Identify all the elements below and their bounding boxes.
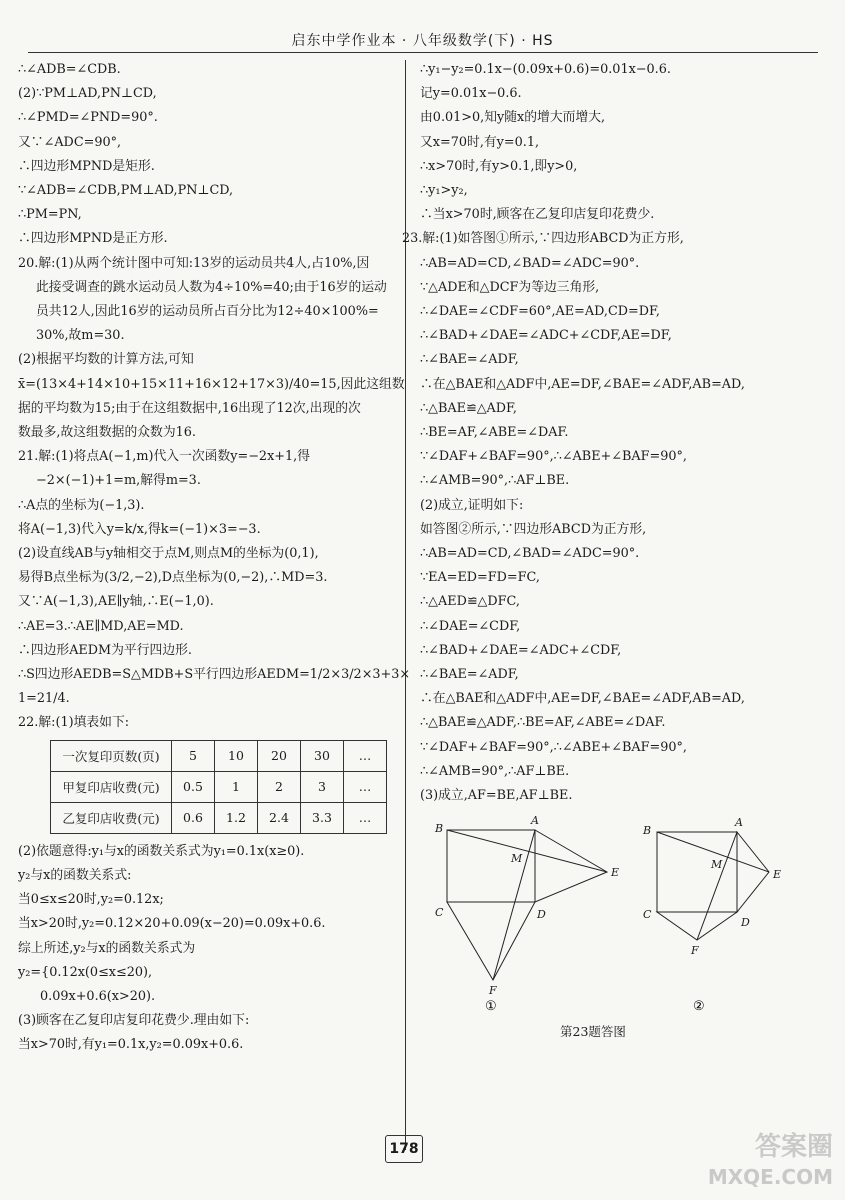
table-cell: 5: [172, 740, 215, 771]
column-divider: [405, 60, 406, 1150]
table-cell: 1.2: [215, 802, 258, 833]
table-cell: 2.4: [258, 802, 301, 833]
watermark-text: 答案圈: [754, 1132, 833, 1162]
text-line: 将A(−1,3)代入y=k/x,得k=(−1)×3=−3.: [18, 521, 261, 537]
problem-21-heading: 21.解:(1)将点A(−1,m)代入一次函数y=−2x+1,得: [18, 449, 311, 465]
table-row: [51, 740, 387, 771]
triangle-ade: [535, 830, 607, 902]
text-line: (2)依题意得:y₁与x的函数关系式为y₁=0.1x(x≥0).: [18, 843, 305, 859]
text-line: ∴四边形MPND是正方形.: [18, 231, 168, 247]
text-line: (2)∵PM⊥AD,PN⊥CD,: [18, 86, 157, 102]
text-line: ∴A点的坐标为(−1,3).: [18, 497, 145, 513]
piecewise-line-1: y₂={0.12x(0≤x≤20),: [18, 964, 153, 980]
text-line: ∴∠DAE=∠CDF,: [420, 618, 521, 634]
table-cell: 20: [258, 740, 301, 771]
table-cell: 3: [301, 771, 344, 802]
text-line: 又∵∠ADC=90°,: [18, 134, 122, 150]
point-label-e: E: [611, 866, 620, 879]
text-line: ∴∠BAD+∠DAE=∠ADC+∠CDF,AE=DF,: [420, 328, 672, 344]
text-line: ∴四边形AEDM为平行四边形.: [18, 642, 192, 658]
table-cell: 2: [258, 771, 301, 802]
text-line: 记y=0.01x−0.6.: [420, 86, 522, 102]
triangle-aed: [737, 832, 769, 912]
table-cell: 0.5: [172, 771, 215, 802]
text-line: 又x=70时,有y=0.1,: [420, 134, 540, 150]
point-label-c: C: [435, 906, 444, 919]
figure-1-labels: [434, 814, 619, 997]
text-line: ∵∠DAF+∠BAF=90°,∴∠ABE+∠BAF=90°,: [420, 449, 687, 465]
right-column: [402, 58, 820, 808]
point-label-e-2: E: [773, 868, 782, 881]
text-line: ∴∠BAD+∠DAE=∠ADC+∠CDF,: [420, 642, 622, 658]
text-line: y₂与x的函数关系式:: [18, 867, 132, 883]
text-line: ∵△ADE和△DCF为等边三角形,: [420, 279, 600, 295]
text-line: (2)成立,证明如下:: [420, 497, 524, 513]
text-line: −2×(−1)+1=m,解得m=3.: [36, 473, 201, 489]
text-line: ∵EA=ED=FD=FC,: [420, 570, 540, 586]
triangle-dfc: [657, 912, 737, 940]
point-label-a-2: A: [735, 816, 743, 829]
text-line: ∴PM=PN,: [18, 207, 82, 223]
text-line: ∴y₁−y₂=0.1x−(0.09x+0.6)=0.01x−0.6.: [420, 62, 671, 77]
mean-formula: x̄=(13×4+14×10+15×11+16×12+17×3)/40=15,因此这组数: [18, 376, 405, 392]
point-label-f: F: [489, 984, 497, 997]
point-label-a: A: [531, 814, 539, 827]
problem-22-heading: 22.解:(1)填表如下:: [18, 715, 130, 731]
text-line: 1=21/4.: [18, 691, 70, 707]
watermark-url: MXQE.COM: [707, 1165, 833, 1189]
text-line: ∴y₁>y₂,: [420, 183, 468, 199]
point-label-c-2: C: [643, 908, 652, 921]
figure-2-label: ②: [693, 999, 705, 1014]
square-abcd-2: [657, 832, 737, 912]
text-line: (3)成立,AF=BE,AF⊥BE.: [420, 788, 573, 804]
problem-23-heading: 23.解:(1)如答图①所示,∵四边形ABCD为正方形,: [402, 231, 684, 247]
point-label-b: B: [435, 822, 444, 835]
piecewise-line-2: 0.09x+0.6(x>20).: [40, 988, 156, 1004]
text-line: 如答图②所示,∵四边形ABCD为正方形,: [420, 521, 647, 537]
text-line: 此接受调查的跳水运动员人数为4÷10%=40;由于16岁的运动: [36, 279, 387, 295]
copy-fee-table: [50, 740, 387, 834]
text-line: ∴在△BAE和△ADF中,AE=DF,∠BAE=∠ADF,AB=AD,: [420, 376, 745, 392]
figure-2-labels: [642, 816, 781, 957]
table-cell: 一次复印页数(页): [51, 740, 172, 771]
text-line: 又∵A(−1,3),AE∥y轴,∴E(−1,0).: [18, 594, 214, 610]
problem-23-figures: [425, 810, 805, 1025]
text-line: 据的平均数为15;由于在这组数据中,16出现了12次,出现的次: [18, 400, 361, 416]
text-line: 员共12人,因此16岁的运动员所占百分比为12÷40×100%=: [36, 304, 379, 320]
table-cell: 3.3: [301, 802, 344, 833]
text-line: ∴∠ADB=∠CDB.: [18, 62, 121, 77]
text-line: ∵∠ADB=∠CDB,PM⊥AD,PN⊥CD,: [18, 183, 234, 199]
point-label-f-2: F: [691, 944, 699, 957]
text-line: 当x>20时,y₂=0.12×20+0.09(x−20)=0.09x+0.6.: [18, 916, 326, 932]
segment-be: [447, 830, 607, 872]
text-line: ∴x>70时,有y>0.1,即y>0,: [420, 158, 578, 174]
text-line: ∴AB=AD=CD,∠BAD=∠ADC=90°.: [420, 255, 640, 271]
figure-1-label: ①: [485, 999, 497, 1014]
text-line: (3)顾客在乙复印店复印花费少.理由如下:: [18, 1013, 250, 1029]
text-line: ∴∠BAE=∠ADF,: [420, 352, 519, 368]
left-column: [18, 58, 411, 1058]
point-label-d: D: [537, 908, 546, 921]
text-line: ∴AE=3.∴AE∥MD,AE=MD.: [18, 618, 184, 634]
page-number: 178: [385, 1135, 423, 1163]
point-label-m-2: M: [711, 858, 723, 871]
text-line: (2)设直线AB与y轴相交于点M,则点M的坐标为(0,1),: [18, 546, 319, 562]
text-line: 当0≤x≤20时,y₂=0.12x;: [18, 892, 164, 908]
table-row: [51, 771, 387, 802]
triangle-dcf: [447, 902, 535, 980]
problem-20-heading: 20.解:(1)从两个统计图中可知:13岁的运动员共4人,占10%,因: [18, 255, 370, 271]
point-label-b-2: B: [643, 824, 652, 837]
text-line: ∴BE=AF,∠ABE=∠DAF.: [420, 425, 569, 441]
text-line: ∴四边形MPND是矩形.: [18, 158, 155, 174]
figure-1: [447, 830, 607, 980]
text-line: (2)根据平均数的计算方法,可知: [18, 352, 194, 368]
table-cell: 30: [301, 740, 344, 771]
table-cell: 1: [215, 771, 258, 802]
text-line: ∴△BAE≌△ADF,: [420, 400, 517, 416]
text-line: ∴当x>70时,顾客在乙复印店复印花费少.: [420, 207, 655, 223]
text-line: 综上所述,y₂与x的函数关系式为: [18, 940, 196, 956]
table-cell: …: [344, 802, 387, 833]
text-line: ∴∠AMB=90°,∴AF⊥BE.: [420, 473, 570, 489]
text-line: ∴△AED≌△DFC,: [420, 594, 520, 610]
point-label-m: M: [511, 852, 523, 865]
text-line: ∴AB=AD=CD,∠BAD=∠ADC=90°.: [420, 546, 640, 562]
table-row: [51, 802, 387, 833]
table-cell: 10: [215, 740, 258, 771]
figure-2: [657, 832, 769, 940]
text-line: 由0.01>0,知y随x的增大而增大,: [420, 110, 606, 126]
text-line: 当x>70时,有y₁=0.1x,y₂=0.09x+0.6.: [18, 1037, 244, 1053]
text-line: 易得B点坐标为(3/2,−2),D点坐标为(0,−2),∴MD=3.: [18, 570, 328, 586]
text-line: ∴∠AMB=90°,∴AF⊥BE.: [420, 763, 570, 779]
text-line: ∴△BAE≌△ADF,∴BE=AF,∠ABE=∠DAF.: [420, 715, 666, 731]
square-abcd: [447, 830, 535, 902]
figure-caption: 第23题答图: [560, 1024, 626, 1039]
table-cell: …: [344, 740, 387, 771]
text-line: 30%,故m=30.: [36, 328, 125, 344]
text-line: ∴∠BAE=∠ADF,: [420, 667, 519, 683]
text-line: ∴∠DAE=∠CDF=60°,AE=AD,CD=DF,: [420, 304, 660, 320]
running-header: 启东中学作业本 · 八年级数学(下) · HS: [291, 33, 554, 49]
table-cell: 0.6: [172, 802, 215, 833]
header-rule: [28, 52, 818, 53]
text-line: 数最多,故这组数据的众数为16.: [18, 425, 196, 441]
table-cell: 甲复印店收费(元): [51, 771, 172, 802]
table-cell: …: [344, 771, 387, 802]
text-line: ∵∠DAF+∠BAF=90°,∴∠ABE+∠BAF=90°,: [420, 739, 687, 755]
watermark-logo: [708, 1132, 833, 1192]
text-line: ∴∠PMD=∠PND=90°.: [18, 110, 158, 126]
area-formula: ∴S四边形AEDB=S△MDB+S平行四边形AEDM=1/2×3/2×3+3×: [18, 667, 411, 683]
table-cell: 乙复印店收费(元): [51, 802, 172, 833]
text-line: ∴在△BAE和△ADF中,AE=DF,∠BAE=∠ADF,AB=AD,: [420, 691, 745, 707]
point-label-d-2: D: [741, 916, 750, 929]
